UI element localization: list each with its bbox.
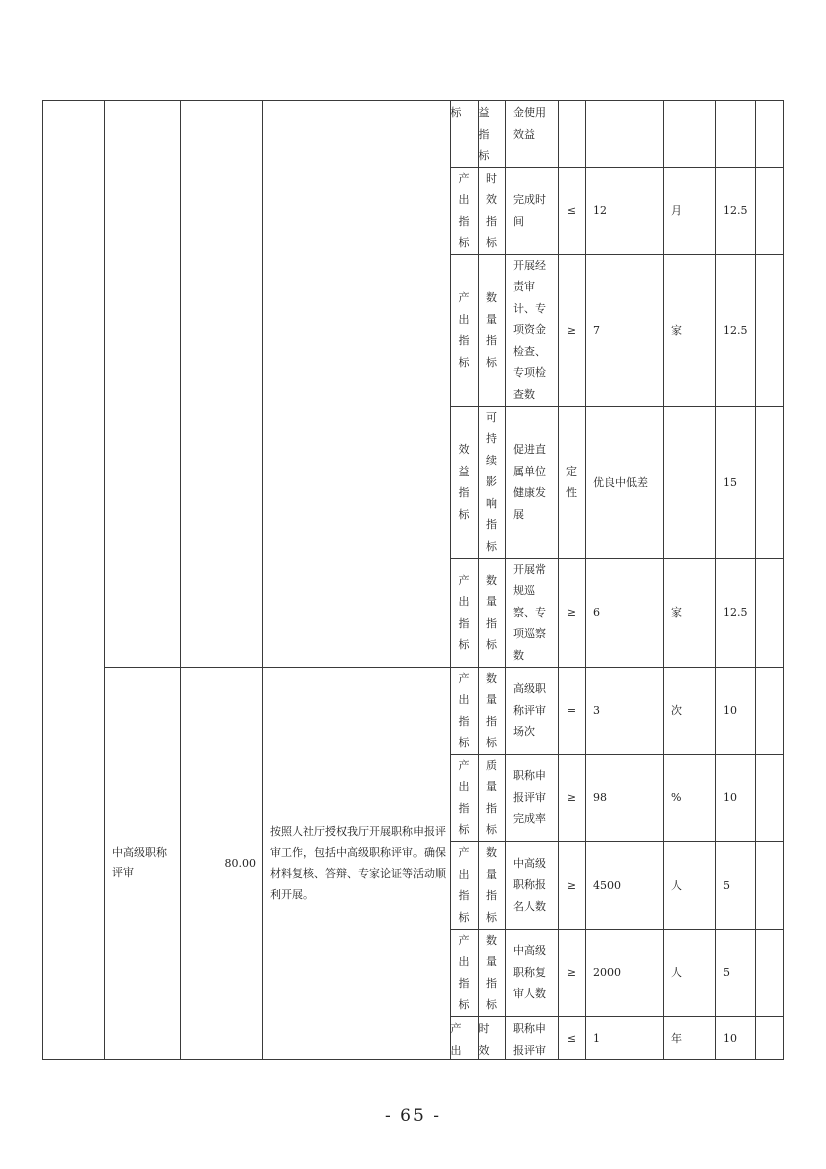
project-budget-text: 80.00 <box>224 856 256 870</box>
indicator-remark <box>755 406 784 558</box>
indicator-score-text: 10 <box>723 791 737 804</box>
indicator-score-text: 5 <box>723 878 730 892</box>
indicator-category <box>450 254 478 406</box>
indicator-name-text: 职称申报评审 <box>513 1022 546 1057</box>
indicator-unit <box>663 100 715 167</box>
indicator-score-text: 10 <box>723 704 737 717</box>
indicator-operator-text: 定性 <box>566 464 577 499</box>
indicator-subcategory-text: 可持续影响指标 <box>486 410 497 553</box>
performance-table <box>42 100 784 1060</box>
indicator-score <box>715 167 755 254</box>
indicator-name <box>505 1016 558 1060</box>
indicator-unit-text: 人 <box>671 878 682 892</box>
indicator-category <box>450 167 478 254</box>
project-description-text: 按照人社厅授权我厅开展职称申报评审工作，包括中高级职称评审。确保材料复核、答辩、专家论证等活动顺利开展。 <box>270 825 446 901</box>
indicator-remark <box>755 254 784 406</box>
indicator-operator <box>558 558 585 667</box>
indicator-unit-text: 次 <box>671 704 682 717</box>
indicator-name-text: 完成时间 <box>513 193 546 228</box>
indicator-subcategory-text: 时效 <box>478 1022 490 1057</box>
indicator-target <box>585 254 663 406</box>
indicator-unit <box>663 841 715 929</box>
indicator-name-text: 高级职称评审场次 <box>513 682 546 739</box>
indicator-subcategory <box>478 558 505 667</box>
indicator-unit <box>663 667 715 754</box>
indicator-subcategory-text: 时效指标 <box>486 171 497 249</box>
project-name <box>104 667 180 1059</box>
indicator-operator-text: ≥ <box>566 606 577 619</box>
indicator-remark <box>755 929 784 1016</box>
indicator-score-text: 10 <box>723 1031 737 1045</box>
indicator-remark <box>755 841 784 929</box>
indicator-unit <box>663 167 715 254</box>
indicator-operator <box>558 167 585 254</box>
indicator-name-text: 中高级职称复审人数 <box>513 944 546 1001</box>
indicator-target <box>585 929 663 1016</box>
project-name-text: 中高级职称评审 <box>112 846 167 879</box>
indicator-subcategory-text: 数量指标 <box>486 573 497 651</box>
indicator-category-text: 产出指标 <box>458 933 470 1011</box>
indicator-category <box>450 841 478 929</box>
indicator-target-text: 4500 <box>593 878 621 892</box>
indicator-target-text: 12 <box>593 204 607 217</box>
indicator-operator-text: ≥ <box>566 966 577 979</box>
indicator-category-text: 产出 <box>450 1022 462 1057</box>
indicator-subcategory <box>478 254 505 406</box>
indicator-remark <box>755 754 784 841</box>
indicator-operator <box>558 406 585 558</box>
indicator-name-text: 开展常规巡察、专项巡察数 <box>513 562 546 662</box>
page-number: - 65 - <box>385 1106 441 1126</box>
indicator-operator <box>558 254 585 406</box>
indicator-operator <box>558 754 585 841</box>
indicator-category <box>450 558 478 667</box>
indicator-target-text: 98 <box>593 791 607 804</box>
indicator-target <box>585 406 663 558</box>
indicator-remark <box>755 100 784 167</box>
indicator-category <box>450 754 478 841</box>
indicator-name <box>505 667 558 754</box>
indicator-target-text: 6 <box>593 606 600 619</box>
indicator-unit-text: 家 <box>671 323 682 337</box>
indicator-category-text: 产出指标 <box>458 671 470 749</box>
indicator-operator-text: ≥ <box>566 878 577 892</box>
indicator-score <box>715 558 755 667</box>
indicator-category-text: 产出指标 <box>458 758 470 836</box>
indicator-subcategory <box>478 929 505 1016</box>
indicator-target-text: 1 <box>593 1031 600 1045</box>
indicator-name <box>505 406 558 558</box>
indicator-subcategory <box>478 667 505 754</box>
indicator-operator-text: ≥ <box>566 323 577 337</box>
indicator-name-text: 中高级职称报名人数 <box>513 856 546 913</box>
indicator-subcategory-text: 数量指标 <box>486 291 497 369</box>
indicator-subcategory <box>478 754 505 841</box>
indicator-remark <box>755 558 784 667</box>
indicator-subcategory-text: 数量指标 <box>486 671 497 749</box>
indicator-name-text: 金使用效益 <box>513 106 546 141</box>
indicator-target <box>585 167 663 254</box>
indicator-category-text: 产出指标 <box>458 846 470 924</box>
indicator-unit <box>663 1016 715 1060</box>
indicator-score <box>715 754 755 841</box>
indicator-unit <box>663 754 715 841</box>
indicator-score <box>715 406 755 558</box>
table-rule <box>42 100 43 1060</box>
indicator-target <box>585 754 663 841</box>
indicator-name <box>505 558 558 667</box>
indicator-subcategory <box>478 1016 505 1060</box>
indicator-subcategory <box>478 406 505 558</box>
indicator-category <box>450 100 478 167</box>
indicator-subcategory <box>478 167 505 254</box>
indicator-category-text: 产出指标 <box>458 291 470 369</box>
indicator-operator <box>558 841 585 929</box>
indicator-name <box>505 254 558 406</box>
indicator-operator-text: = <box>566 704 577 717</box>
indicator-unit-text: 家 <box>671 606 682 619</box>
project-budget <box>180 667 262 1059</box>
indicator-score <box>715 929 755 1016</box>
indicator-unit-text: 年 <box>671 1031 682 1045</box>
indicator-target <box>585 667 663 754</box>
indicator-target-text: 2000 <box>593 966 621 979</box>
indicator-category <box>450 1016 478 1060</box>
indicator-category-text: 效益指标 <box>458 443 470 521</box>
indicator-score <box>715 100 755 167</box>
indicator-name-text: 职称申报评审完成率 <box>513 769 546 826</box>
indicator-unit <box>663 929 715 1016</box>
indicator-target <box>585 1016 663 1060</box>
indicator-unit-text: 月 <box>671 204 682 217</box>
indicator-subcategory-text: 数量指标 <box>486 933 497 1011</box>
indicator-subcategory-text: 益指标 <box>478 106 490 162</box>
indicator-score-text: 12.5 <box>723 204 748 217</box>
indicator-score <box>715 667 755 754</box>
indicator-remark <box>755 667 784 754</box>
indicator-name-text: 开展经责审计、专项资金检查、专项检查数 <box>513 258 546 401</box>
indicator-name <box>505 167 558 254</box>
indicator-category <box>450 406 478 558</box>
indicator-name-text: 促进直属单位健康发展 <box>513 443 546 521</box>
indicator-unit-text: % <box>671 791 682 804</box>
indicator-category <box>450 929 478 1016</box>
indicator-score <box>715 254 755 406</box>
indicator-operator-text: ≤ <box>566 204 577 217</box>
indicator-score-text: 12.5 <box>723 323 748 337</box>
indicator-target <box>585 558 663 667</box>
indicator-score <box>715 1016 755 1060</box>
indicator-score-text: 12.5 <box>723 606 748 619</box>
indicator-subcategory <box>478 100 505 167</box>
indicator-operator <box>558 929 585 1016</box>
indicator-operator-text: ≥ <box>566 791 577 804</box>
indicator-category <box>450 667 478 754</box>
indicator-category-text: 产出指标 <box>458 573 470 651</box>
indicator-unit <box>663 558 715 667</box>
indicator-remark <box>755 167 784 254</box>
indicator-target-text: 优良中低差 <box>593 475 648 489</box>
indicator-subcategory <box>478 841 505 929</box>
indicator-score <box>715 841 755 929</box>
indicator-target <box>585 100 663 167</box>
indicator-name <box>505 841 558 929</box>
indicator-remark <box>755 1016 784 1060</box>
indicator-name <box>505 929 558 1016</box>
indicator-operator <box>558 100 585 167</box>
indicator-unit <box>663 254 715 406</box>
indicator-operator-text: ≤ <box>566 1031 577 1045</box>
indicator-subcategory-text: 质量指标 <box>486 758 497 836</box>
indicator-unit <box>663 406 715 558</box>
project-description <box>262 667 450 1059</box>
indicator-name <box>505 754 558 841</box>
indicator-target-text: 7 <box>593 323 600 337</box>
indicator-target-text: 3 <box>593 704 600 717</box>
indicator-category-text: 产出指标 <box>458 171 470 249</box>
indicator-score-text: 15 <box>723 475 737 489</box>
indicator-unit-text: 人 <box>671 966 682 979</box>
indicator-operator <box>558 667 585 754</box>
indicator-subcategory-text: 数量指标 <box>486 846 497 924</box>
indicator-name <box>505 100 558 167</box>
indicator-operator <box>558 1016 585 1060</box>
indicator-category-text: 标 <box>450 106 462 119</box>
indicator-target <box>585 841 663 929</box>
indicator-score-text: 5 <box>723 966 730 979</box>
